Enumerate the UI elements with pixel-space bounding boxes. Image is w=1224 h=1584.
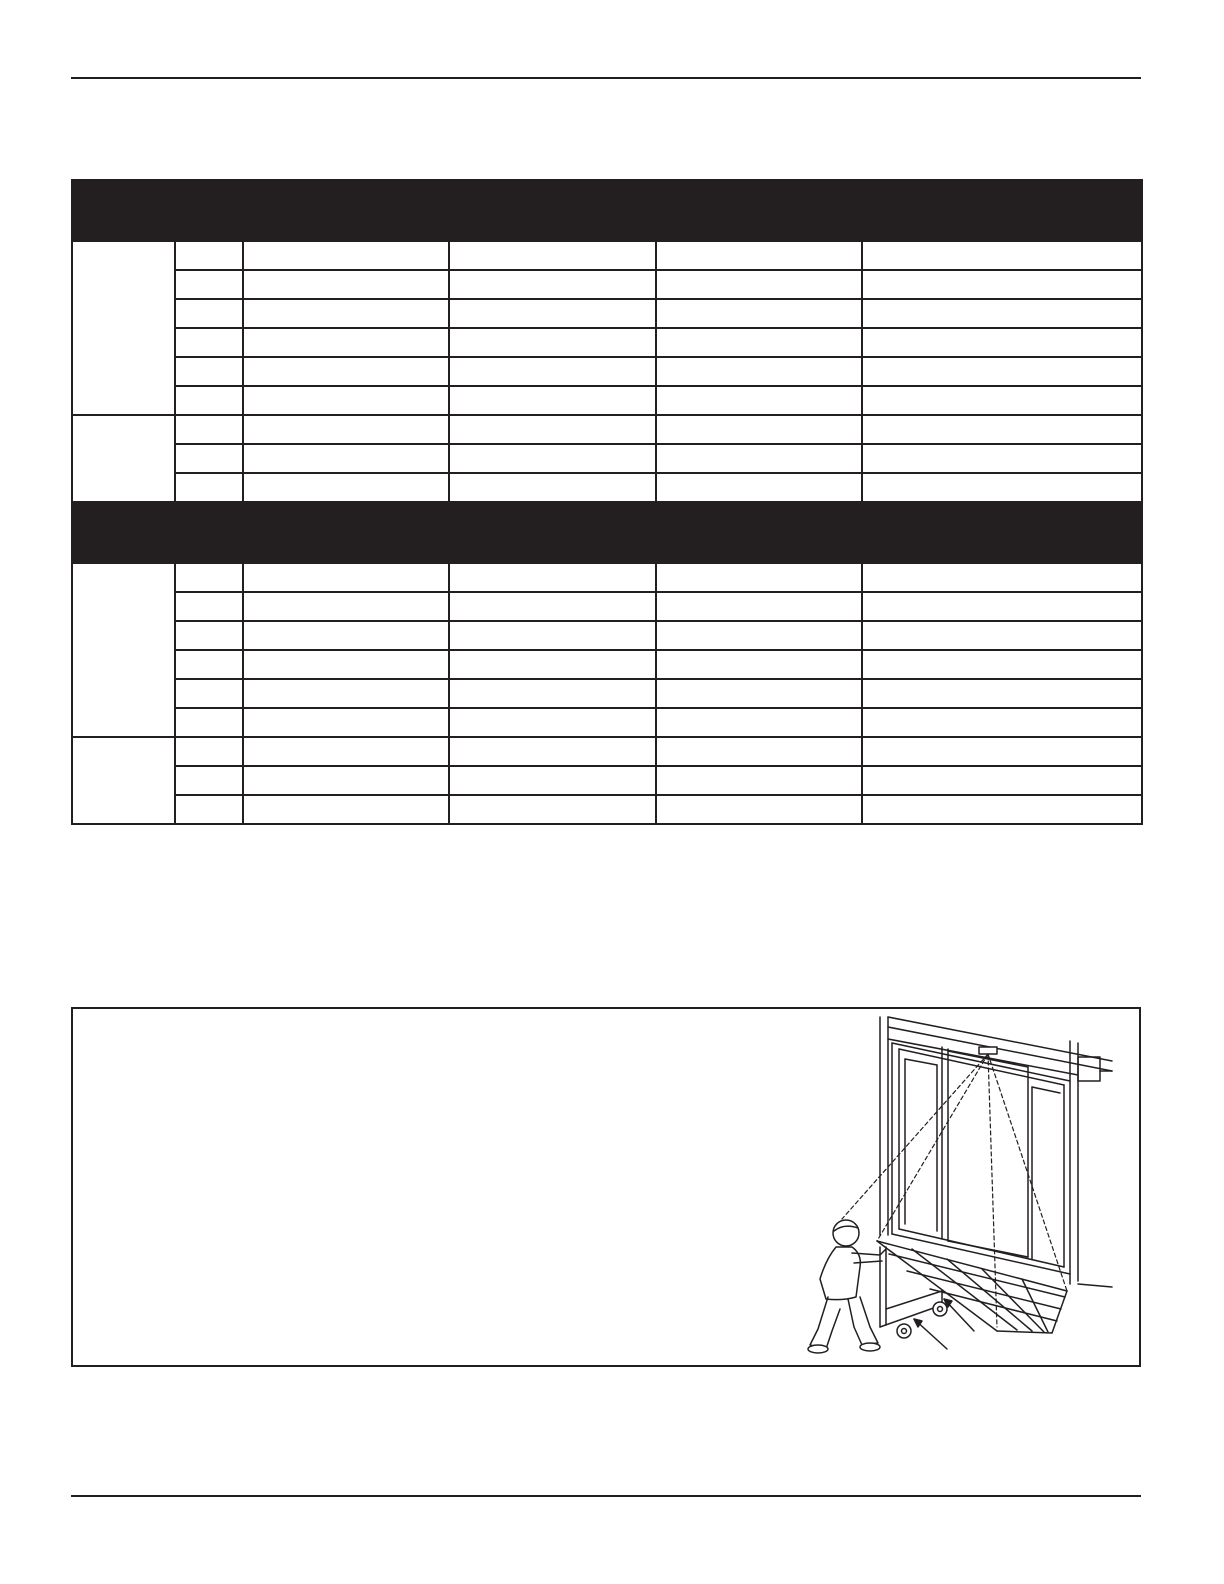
- table-row: [72, 563, 1142, 592]
- group-label: [72, 563, 175, 737]
- table-cell: [656, 328, 862, 357]
- table-cell: [862, 766, 1142, 795]
- table-cell: [656, 386, 862, 415]
- table-cell: [175, 621, 243, 650]
- table-cell: [243, 415, 449, 444]
- table-cell: [449, 473, 656, 502]
- table-cell: [243, 241, 449, 270]
- table-row: [72, 444, 1142, 473]
- table-cell: [175, 357, 243, 386]
- table-cell: [175, 766, 243, 795]
- table-row: [72, 650, 1142, 679]
- table-cell: [656, 737, 862, 766]
- table-cell: [656, 621, 862, 650]
- table-cell: [862, 737, 1142, 766]
- table-cell: [449, 299, 656, 328]
- table-cell: [449, 563, 656, 592]
- settings-table: [71, 179, 1143, 825]
- section-heading: [72, 502, 1142, 563]
- table-cell: [243, 708, 449, 737]
- table-cell: [175, 563, 243, 592]
- table-cell: [175, 708, 243, 737]
- table-row: [72, 708, 1142, 737]
- table-cell: [243, 679, 449, 708]
- table-row: [72, 415, 1142, 444]
- table-row: [72, 241, 1142, 270]
- section-2: [72, 502, 1142, 824]
- table-cell: [862, 357, 1142, 386]
- table-cell: [243, 766, 449, 795]
- section-header-band: [72, 502, 1142, 563]
- table-cell: [449, 621, 656, 650]
- table-cell: [449, 386, 656, 415]
- table-row: [72, 270, 1142, 299]
- group-label: [72, 737, 175, 824]
- table-cell: [862, 241, 1142, 270]
- table-cell: [449, 415, 656, 444]
- table-cell: [243, 563, 449, 592]
- table-row: [72, 737, 1142, 766]
- table-cell: [656, 473, 862, 502]
- table-cell: [656, 563, 862, 592]
- section-header-band: [72, 180, 1142, 241]
- table-row: [72, 299, 1142, 328]
- table-cell: [175, 473, 243, 502]
- header-rule: [71, 77, 1141, 79]
- table-cell: [243, 621, 449, 650]
- table-cell: [243, 795, 449, 824]
- table-cell: [243, 328, 449, 357]
- table-cell: [175, 795, 243, 824]
- table-cell: [449, 737, 656, 766]
- table-cell: [449, 679, 656, 708]
- table-cell: [656, 357, 862, 386]
- table-cell: [862, 415, 1142, 444]
- table-row: [72, 357, 1142, 386]
- table-cell: [449, 444, 656, 473]
- table-cell: [656, 766, 862, 795]
- table-cell: [862, 621, 1142, 650]
- table-cell: [175, 386, 243, 415]
- table-cell: [449, 795, 656, 824]
- table-cell: [656, 270, 862, 299]
- table-cell: [243, 299, 449, 328]
- table-cell: [656, 241, 862, 270]
- table-cell: [862, 444, 1142, 473]
- table-cell: [449, 241, 656, 270]
- table-cell: [175, 328, 243, 357]
- table-cell: [175, 650, 243, 679]
- table-cell: [862, 386, 1142, 415]
- table-cell: [175, 415, 243, 444]
- figure-box: [71, 1007, 1141, 1367]
- automatic-sliding-door-sensor-with-person-pushing-cart-icon: [782, 1009, 1139, 1365]
- table-cell: [449, 270, 656, 299]
- table-cell: [656, 299, 862, 328]
- table-cell: [175, 241, 243, 270]
- table-cell: [449, 708, 656, 737]
- table-cell: [862, 592, 1142, 621]
- table-row: [72, 328, 1142, 357]
- table-cell: [449, 592, 656, 621]
- table-cell: [449, 357, 656, 386]
- table-cell: [243, 592, 449, 621]
- table-cell: [656, 708, 862, 737]
- table-cell: [862, 650, 1142, 679]
- table-cell: [449, 650, 656, 679]
- table-cell: [175, 737, 243, 766]
- table-cell: [656, 444, 862, 473]
- table-cell: [243, 473, 449, 502]
- section-1: [72, 180, 1142, 502]
- table-cell: [243, 386, 449, 415]
- table-cell: [656, 650, 862, 679]
- table-row: [72, 473, 1142, 502]
- table-cell: [656, 415, 862, 444]
- table-cell: [449, 328, 656, 357]
- table-cell: [862, 299, 1142, 328]
- table-cell: [243, 737, 449, 766]
- table-cell: [243, 444, 449, 473]
- table-cell: [175, 679, 243, 708]
- table-cell: [243, 357, 449, 386]
- table-cell: [862, 473, 1142, 502]
- table-cell: [175, 444, 243, 473]
- table-row: [72, 592, 1142, 621]
- table-cell: [243, 270, 449, 299]
- table-cell: [862, 708, 1142, 737]
- table-row: [72, 766, 1142, 795]
- section-heading: [72, 180, 1142, 241]
- table-cell: [862, 328, 1142, 357]
- table-cell: [656, 592, 862, 621]
- table-row: [72, 621, 1142, 650]
- table-row: [72, 679, 1142, 708]
- table-cell: [862, 563, 1142, 592]
- table-cell: [175, 270, 243, 299]
- table-cell: [175, 592, 243, 621]
- table-cell: [862, 795, 1142, 824]
- footer-rule: [71, 1495, 1141, 1497]
- table-row: [72, 795, 1142, 824]
- table-cell: [656, 795, 862, 824]
- table-cell: [175, 299, 243, 328]
- table-row: [72, 386, 1142, 415]
- table-cell: [862, 270, 1142, 299]
- table-cell: [656, 679, 862, 708]
- group-label: [72, 415, 175, 502]
- table-cell: [862, 679, 1142, 708]
- group-label: [72, 241, 175, 415]
- table-cell: [449, 766, 656, 795]
- table-cell: [243, 650, 449, 679]
